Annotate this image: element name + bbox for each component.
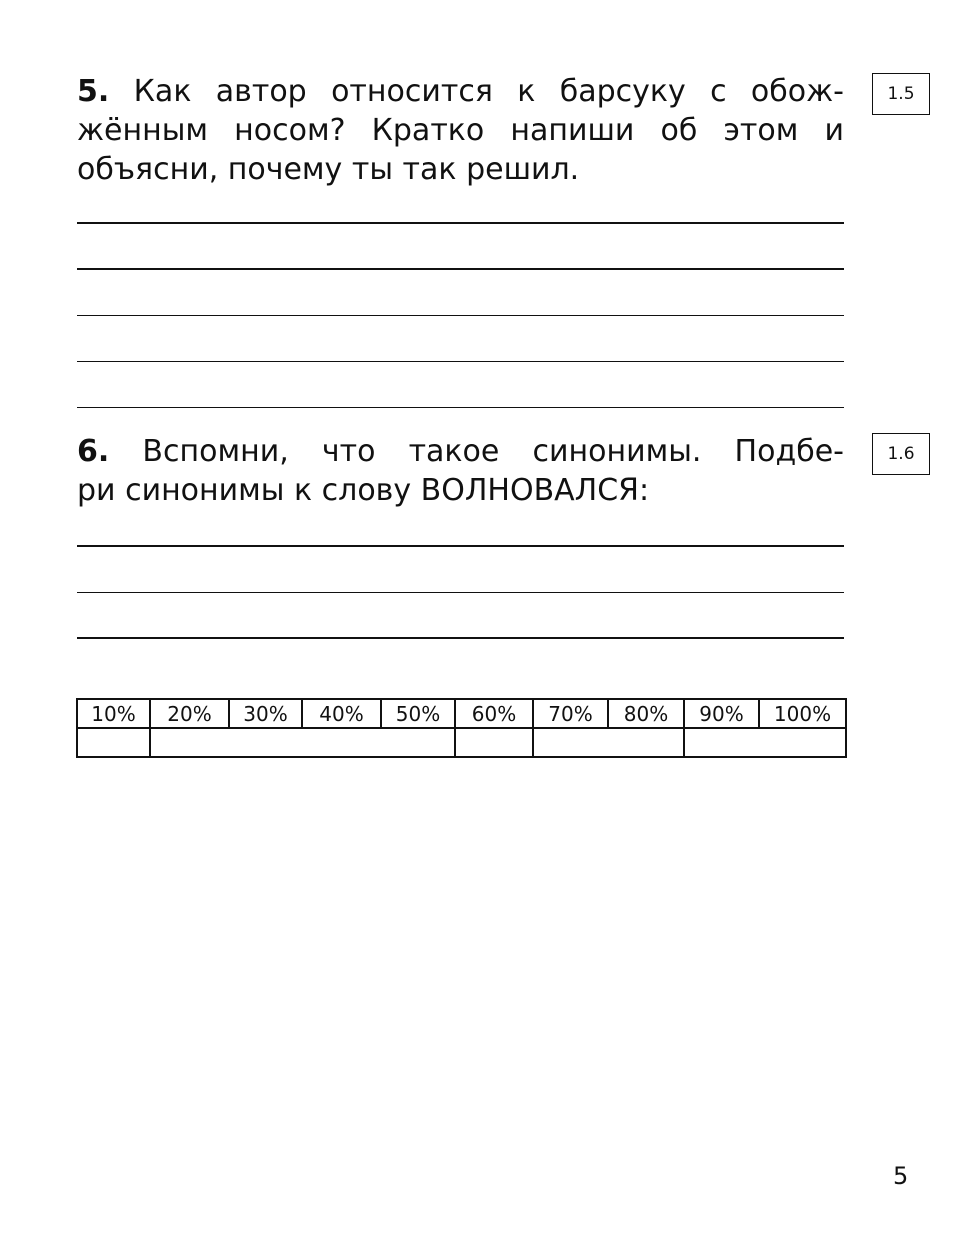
question-5-answer-line-3[interactable] [77,315,844,316]
question-6-answer-line-2[interactable] [77,592,844,593]
question-6-code-box: 1.6 [872,433,930,475]
score-header-cell: 60% [455,699,533,728]
question-5-answer-line-5[interactable] [77,407,844,408]
score-header-cell: 30% [229,699,302,728]
question-5-answer-line-4[interactable] [77,361,844,362]
page-number: 5 [893,1162,909,1190]
question-6-number: 6. [77,434,110,469]
score-header-cell: 20% [150,699,229,728]
score-mark-cell[interactable] [684,728,846,757]
question-5-number: 5. [77,74,110,109]
question-6-line-2: ри синонимы к слову ВОЛНОВАЛСЯ: [77,473,650,508]
question-6-text [77,432,844,510]
question-5-answer-line-2[interactable] [77,268,844,270]
question-5-line-1 [77,72,844,111]
score-header-cell: 10% [77,699,150,728]
score-table [76,698,847,758]
question-6-answer-line-1[interactable] [77,545,844,547]
question-5-code-box: 1.5 [872,73,930,115]
score-table-mark-row [77,728,846,757]
score-mark-cell[interactable] [533,728,684,757]
score-header-cell: 90% [684,699,759,728]
score-table-header-row [77,699,846,728]
score-header-cell: 40% [302,699,381,728]
question-5-line-1-rest: Как автор относится к барсуку с обож- [109,74,844,109]
score-mark-cell[interactable] [455,728,533,757]
question-6-line-1 [77,432,844,471]
question-6-line-1-rest: Вспомни, что такое синонимы. Подбе- [109,434,844,469]
score-mark-cell[interactable] [150,728,455,757]
score-header-cell: 50% [381,699,455,728]
score-header-cell: 100% [759,699,846,728]
question-5-line-3: объясни, почему ты так решил. [77,152,580,187]
score-mark-cell[interactable] [77,728,150,757]
score-header-cell: 70% [533,699,608,728]
question-5-line-2: жённым носом? Кратко напиши об этом и [77,113,844,148]
question-6-answer-line-3[interactable] [77,637,844,639]
question-5-answer-line-1[interactable] [77,222,844,224]
score-header-cell: 80% [608,699,684,728]
question-5-text [77,72,844,189]
